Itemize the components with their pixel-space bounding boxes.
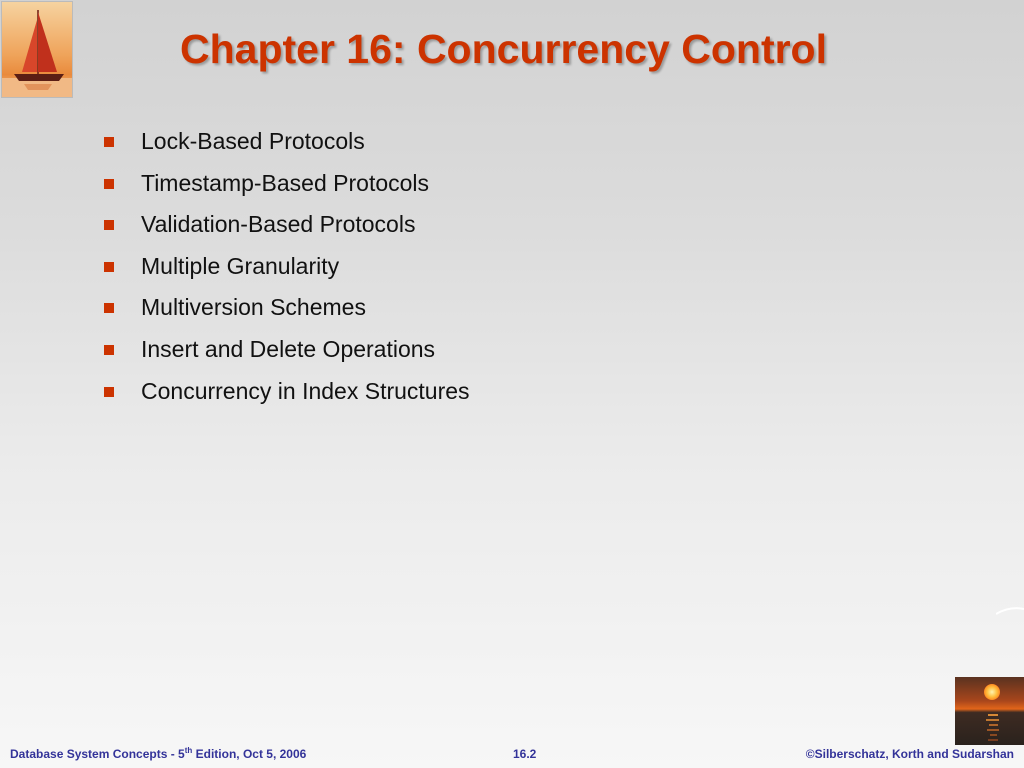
- copyright: ©Silberschatz, Korth and Sudarshan: [805, 747, 1014, 761]
- square-bullet-icon: [104, 303, 114, 313]
- footer: [0, 745, 1024, 768]
- bullet-text: Concurrency in Index Structures: [141, 377, 470, 404]
- bullet-text: Multiversion Schemes: [141, 294, 366, 321]
- square-bullet-icon: [104, 220, 114, 230]
- square-bullet-icon: [104, 137, 114, 147]
- sunset-icon: [955, 677, 1024, 745]
- bullet-text: Insert and Delete Operations: [141, 335, 436, 362]
- bullet-text: Lock-Based Protocols: [141, 128, 365, 154]
- footer-edition-date: Edition, Oct 5, 2006: [192, 747, 307, 761]
- footer-edition-superscript: th: [184, 746, 193, 755]
- sailboat-icon: [1, 1, 73, 98]
- square-bullet-icon: [104, 387, 114, 397]
- bullet-text: Multiple Granularity: [141, 252, 340, 279]
- bullet-text: Timestamp-Based Protocols: [141, 169, 430, 196]
- footer-book-title: Database System Concepts - 5: [10, 747, 185, 761]
- square-bullet-icon: [104, 262, 114, 272]
- page-number: 16.2: [513, 747, 537, 761]
- square-bullet-icon: [104, 179, 114, 189]
- square-bullet-icon: [104, 345, 114, 355]
- swoosh-decoration: [996, 606, 1024, 616]
- slide-title: Chapter 16: Concurrency Control: [180, 26, 827, 72]
- footer-book-info: [10, 747, 306, 761]
- bullet-text: Validation-Based Protocols: [141, 211, 416, 238]
